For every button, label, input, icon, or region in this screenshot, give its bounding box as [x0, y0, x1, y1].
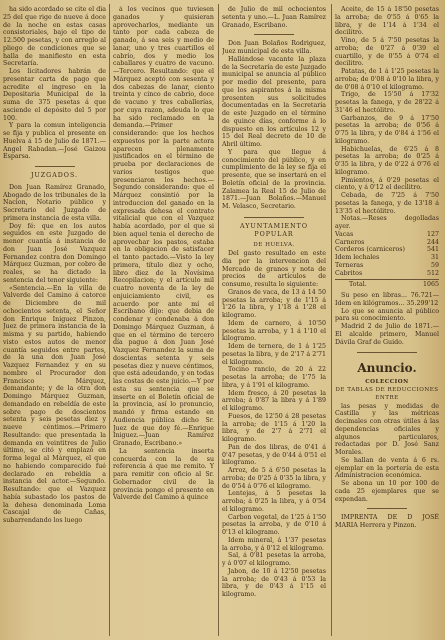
paragraph: ha sido acordado se cite el dia 25 del que rige de nueve á doce de la noche en estas casas consistoriales, bajo el tipo de 12.500 pesetas, y con arreglo al pliego de condiciones que se halla de manifiesto en esta Secretaría. — [3, 6, 106, 68]
divider — [35, 166, 75, 167]
paragraph: Habichuelas, de 6'25 á 8 pesetas la arroba; de 0'25 á 0'35 la libra, y de 0'22 á 0'76 el kilogramo. — [335, 145, 439, 176]
paragraph: Se hallan de venta á 6 rs. ejemplar en la portería de esta Administracion económica. — [335, 456, 439, 480]
paragraph: de Julio de mil ochocientos setenta y uno.—L. Juan Ramírez Granado, Escribano. — [222, 6, 326, 29]
paragraph: las pesas y medidas de Castilla y las métricas decimales con otras útiles á las dependencias oficiales y algunos particulares, redactadas por D. José Sanz Morales. — [335, 402, 439, 456]
paragraph: Madrid 2 de Julio de 1871.—El alcalde primero, Manuel Dávila Graf de Guido. — [335, 323, 439, 346]
list-item-name: Carneros — [335, 238, 365, 246]
coleccion-heading: COLECCION — [365, 379, 409, 386]
divider — [367, 508, 407, 509]
paragraph: Hallándose vacante la plaza de la Secretaría de este Juzgado municipal se anuncia al público por medio del presente, para que los aspirantes á la misma presenten sus solicitudes documentadas en la Secretaría de este Juzgado en el término de quince días, conforme á lo dispuesto en los artículos 12 y 15 del Real decreto de 10 de Abril último. — [222, 55, 326, 148]
list-title: Notas.—Reses degolladas ayer. — [335, 215, 439, 230]
paragraph: Trigo, de 15'50 á 17'32 pesetas la fanega, y de 28'22 á 31'46 el hectólitro. — [335, 91, 439, 114]
paragraph: Idem mineral, á 1'37 pesetas la arroba, y á 0'12 el kilogramo. — [222, 536, 326, 552]
anuncio-heading: Anuncio. — [357, 361, 417, 376]
paragraph: Aceite, de 15 á 18'50 pesetas la arroba; de 0'55 á 0'65 la libra, y de 1'14 á 1'34 el decilitro. — [335, 6, 439, 37]
column-3 — [222, 6, 326, 636]
total-row — [335, 279, 439, 289]
list-item-name: Terneras — [335, 261, 364, 269]
paragraph: Doy fé: que en los autos seguidos en este Juzgado de menor cuantía á instancia de don Juan José Vazquez Fernandez contra don Domingo Márquez Guzman, por cobro de reales, se ha dictado la sentencia del tenor siguiente: — [3, 222, 106, 284]
paragraph: Idem de carnero, á 10'50 pesetas la arroba, y 1 á 1'10 el kilogramo. — [222, 319, 326, 343]
list-item — [335, 246, 439, 254]
divider — [244, 217, 304, 218]
paragraph: Idem fresco, á 20 pesetas la arroba; á 0'87 la libra y á 1'89 el kilogramo. — [222, 389, 326, 412]
column-rule — [331, 4, 332, 636]
paragraph: á los vecinos que tuviesen ganados y quisieran aprovecharlos, mediante un tanto por cada cabeza de ganado, á sea seis y medio de lanar, uno y tres cuartillos el cabrío, dos y medio los caballares y cuatro de vacuno.—Tercero. Resultando: que el Márquez aceptó con sesenta y dos cabezas de lanar, ciento treinta y cinco de cabrío, doce de vacuno y tres caballerías, por cuya razon, adeuda lo que ha sido reclamado en la demanda.—Primer considerando: que los hechos expuestos por la parte actora aparecen plenamente justificados en el término de prueba por declaraciones de varios testigos que presenciaron los hechos.—Segundo considerando: que el Márquez consintió por la introduccion del ganado en la expresada dehesa el contrato vitalicial que con el Vazquez había acordado, por el que si bien aquel tenia el derecho de aprovechar los pastos, estaba en la obligacion de satisfacer el tanto pactado.—Visto la ley primera, título diez y ocho, libro diez de la Novísima Recopilacion; y el artículo mil cuatro noventa de la ley de enjuiciamiento civil, es acuerdo por ante mí el Escribano dijo: que debia de condenar y condenaba á don Domingo Márquez Guzman, á que en el término de tercero día pague á don Juan José Vazquez Fernandez la suma de doscientas setenta y seis pesetas diez y nueve céntimos, que está adeudando, y en todas las costas de este juicio.—Y por esta su sentencia que se inserte en el Boletín oficial de la provincia, así lo pronuncio, mandó y firma estando en Audiencia pública dicho Sr. Juez de que doy fé.—Enrique Iniguez.—Juan Ramírez Granado, Escribano.» — [113, 6, 214, 447]
list-item-name: Corderos (carniceros) — [335, 246, 405, 254]
divider — [254, 34, 294, 35]
list-item-name: Idem lechales — [335, 254, 380, 261]
paragraph: Garbanzos, de 9 á 17'50 pesetas la arroba; de 0'56 á 0'75 la libra, y de 0'84 á 1'56 el kilogramo. — [335, 114, 439, 145]
column-rule — [218, 4, 219, 636]
imprenta-footer: IMPRENTA DE D JOSÉ MARIA Herrera y Pinzon. — [335, 514, 439, 529]
divider — [357, 352, 417, 353]
paragraph: Cebada, de 7'25 á 7'50 pesetas la fanega, y de 13'18 á 13'35 el hectólitro. — [335, 192, 439, 215]
section-subheading: DE HUELVA. — [253, 242, 295, 249]
paragraph: Jabon, de 10 á 12'50 pesetas la arroba; de 0'43 á 0'53 la libra, y de 0'43 á 1'15 el kilogramo. — [222, 567, 326, 598]
column-4 — [335, 6, 439, 636]
paragraph: Idem de ternera, de 1 á 1'25 pesetas la libra, y de 2'17 á 2'71 el kilogramo. — [222, 343, 326, 366]
list-item — [335, 239, 439, 247]
list-item-name: Vacas — [335, 230, 354, 238]
list-item — [335, 254, 439, 262]
list-item-value: 244 — [426, 238, 439, 246]
paragraph: Su peso en libras... 76.721— Idem en kilógramos... 35.299'12 — [335, 292, 439, 307]
section-heading: AYUNTAMIENTO POPULAR — [239, 222, 309, 238]
paragraph: «Sentencia.—En la villa de Valverde del Camino á catorce de Diciembre de mil ochocientos setenta, el Señor don Enrique Iniguez Pinzon, Juez de primera instancia de la misma y su partido, habiendo visto estos autos de menor cuantía seguidos entre partes, de la una don Juan José Vazquez Fernandez y en su nombre el Procurador don Francisco Márquez, demandante; y de la otra don Domingo Márquez Guzman, demandado en rebeldía de este sobre pago de doscientos setenta y seis pesetas diez y nueve céntimos.—Primero Resultando: que presentada la demanda en veintitres de Julio último, se citó y emplazó en forma legal al Márquez, el que no habiendo comparecido fué declarado en rebeldía a instancia del actor.—Segundo. Resultando: que el Vazquez había subastado los pastos de la dehesa denominada Loma Cascajal de Cañas, subarrendando los luego — [3, 284, 106, 524]
list-item-value: 512 — [426, 269, 439, 277]
paragraph: Vino, de 5 á 7'50 pesetas la arroba; de 0'27 á 0'39 el cuartillo, y de 0'55 á 0'74 el decilitro. — [335, 37, 439, 68]
paragraph: Y para que llegue á conocimiento del público, y en cumplimiento de la ley se fija el presente, que se insertará en el Boletín oficial de la provincia. Zalamea la Real 15 de Julio de 1871.—Juan Bolaños.—Manuel M. Velasco, Secretario. — [222, 148, 326, 210]
paragraph: Lo que se anuncia al público para su conocimiento. — [335, 307, 439, 323]
paragraph: Fuesos, de 12'50 á 28 pesetas la arroba; de 1'15 á 1'20 la libra, y de 2'7 á 2'71 el kilogramo. — [222, 412, 326, 443]
paragraph: Granos de vaca, de 13 á 14 50 pesetas la arroba; y de 1'15 á 1'26 la libra, y 1'18 á 1'28 el kilogramo. — [222, 288, 326, 319]
list-item — [335, 270, 439, 278]
paragraph: Don Juan Bolaños Rodriguez, Juez municipal de esta villa. — [222, 40, 326, 55]
paragraph: Se abona un 10 por 100 de cada 25 ejemplares que se expendan. — [335, 480, 439, 503]
list-item-value: 59 — [430, 261, 439, 269]
list-item-value: 541 — [426, 246, 439, 254]
paragraph: Sal, á 0'81 pesetas la arroba, y á 0'07 el kilogramo. — [222, 552, 326, 567]
paragraph: Pimientos, á 0'29 pesetas el ciento, y á 0'12 el decilitro. — [335, 176, 439, 192]
list-item-value: 127 — [426, 230, 439, 238]
paragraph: Y para la comun inteligencia se fija y publica el presente en Huelva á 15 de Julio de 1871.—Angel Rabadan.—José Gaizou Esparsa. — [3, 122, 106, 161]
tablas-heading: DE TABLAS DE REDUCCIONES — [335, 387, 439, 393]
paragraph: Carbon vegetal, de 1'25 á 1'50 pesetas la arroba, y de 0'10 á 0'13 el kilogramo. — [222, 513, 326, 536]
list-item-name: Cabritos — [335, 269, 363, 277]
paragraph: La sentencia inserta concuerda con la de su referencia á que me remito. Y para remitir con oficio al Sr. Gobernador civil de la provincia pongo el presente en Valverde del Camino á quince — [113, 447, 214, 502]
total-value: 1065 — [422, 281, 439, 289]
paragraph: Lentejas, á 5 pesetas la arroba; á 0'25 la libra, y á 0'54 el kilogramo. — [222, 490, 326, 513]
paragraph: Tocino rancio, de 20 á 22 pesetas la arroba; de 1'75 la libra, y á 1'91 el kilogramo. — [222, 366, 326, 389]
column-2 — [113, 6, 214, 636]
reses-list — [335, 231, 439, 278]
column-rule — [109, 4, 110, 636]
list-item-value: 31 — [430, 254, 439, 261]
column-1 — [3, 6, 106, 636]
paragraph: Los licitadores habrán de presentar carta de pago que acredite el ingreso en la Depositaria Municipal de la suma de 375 pesetas á que asciende el depósito del 5 por 100. — [3, 68, 106, 122]
paragraph: Pan de dos libras, de 0'41 á 0'47 pesetas, y de 0'44 á 0'51 el kilogramo. — [222, 443, 326, 467]
paragraph: Arroz, de 5 á 6'50 pesetas la arroba; de 0'25 á 0'35 la libra, y de 0'54 á 0'76 el kilogramo. — [222, 467, 326, 490]
paragraph: Don Juan Ramírez Granado, Abogado de los tribunales de la Nacion, Notario público y Secretario del Juzgado de primera instancia de esta villa. — [3, 183, 106, 222]
paragraph: Patatas, de 1 á 1'25 pesetas la arroba; de 0'08 á 0'10 la libra, y de 0'08 á 0'10 el kilogramo. — [335, 68, 439, 91]
entre-heading: ENTRE — [375, 394, 399, 401]
list-item — [335, 231, 439, 239]
section-heading: JUZGADOS. — [30, 172, 79, 179]
paragraph: Del gasto resultado en este dia por la intervencion del Mercado de granos y nota de precios de artículos de consumo, resulta lo siguiente: — [222, 250, 326, 288]
total-label: Total. — [349, 281, 367, 289]
list-item — [335, 262, 439, 270]
